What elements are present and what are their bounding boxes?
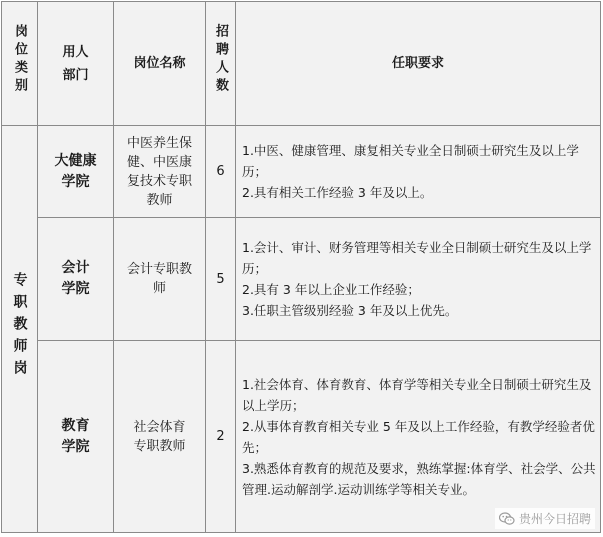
header-requirements — [236, 2, 601, 126]
department-line: 学院 — [61, 438, 90, 455]
count-value: 2 — [216, 429, 225, 444]
requirement-item: 1.会计、审计、财务管理等相关专业全日制硕士研究生及以上学历； — [242, 240, 592, 276]
table-row — [2, 126, 601, 218]
position-cell — [114, 218, 206, 341]
requirements-cell — [236, 218, 601, 341]
count-cell — [206, 341, 236, 533]
department-cell — [38, 341, 114, 533]
department-line: 会计 — [61, 260, 90, 276]
position-line: 专职教师 — [133, 438, 186, 454]
department-line: 学院 — [61, 173, 90, 190]
table-row — [2, 218, 601, 341]
position-cell — [114, 126, 206, 218]
department-line: 大健康 — [54, 152, 97, 169]
category-cell — [2, 126, 38, 533]
requirements-cell — [236, 126, 601, 218]
wechat-icon — [499, 512, 515, 526]
table-row — [2, 341, 601, 533]
requirement-item: 3.熟悉体育教育的规范及要求，熟练掌握:体育学、社会学、公共管理.运动解剖学.运动训练学等相关专业。 — [242, 460, 596, 497]
department-cell — [38, 218, 114, 341]
header-requirements-label: 任职要求 — [391, 56, 444, 71]
header-department-line-1: 用人 — [62, 44, 89, 60]
header-count — [206, 2, 236, 126]
category-value: 专职教师岗 — [11, 272, 28, 382]
header-count-label: 招聘人数 — [213, 23, 228, 96]
header-department — [38, 2, 114, 126]
requirement-item: 2.从事体育教育相关专业 5 年及以上工作经验，有教学经验者优先； — [242, 418, 595, 455]
header-category — [2, 2, 38, 126]
count-value: 5 — [216, 271, 225, 287]
count-value: 6 — [216, 164, 225, 179]
position-cell — [114, 341, 206, 533]
position-line: 中医养生保 — [126, 135, 192, 151]
position-line: 社会体育 — [133, 419, 186, 435]
position-line: 教师 — [146, 192, 173, 208]
department-line: 教育 — [61, 417, 90, 434]
header-department-line-2: 部门 — [62, 67, 89, 83]
header-position-label: 岗位名称 — [133, 56, 186, 71]
requirement-item: 1.中医、健康管理、康复相关专业全日制硕士研究生及以上学历； — [242, 143, 579, 179]
position-line: 师 — [152, 281, 166, 296]
header-category-label: 岗位类别 — [12, 23, 27, 96]
count-cell — [206, 218, 236, 341]
requirement-item: 2.具有 3 年以上企业工作经验； — [242, 282, 420, 297]
requirement-item: 3.任职主管级别经验 3 年及以上优先。 — [242, 303, 458, 318]
position-line: 健、中医康 — [126, 154, 192, 170]
recruitment-table — [1, 1, 601, 533]
watermark — [495, 508, 595, 529]
position-line: 复技术专职 — [126, 173, 192, 189]
requirement-item: 1.社会体育、体育教育、体育学等相关专业全日制硕士研究生及以上学历； — [242, 376, 592, 413]
requirement-item: 2.具有相关工作经验 3 年及以上。 — [242, 185, 433, 200]
requirements-cell — [236, 341, 601, 533]
department-cell — [38, 126, 114, 218]
header-position — [114, 2, 206, 126]
department-line: 学院 — [61, 281, 90, 297]
position-line: 会计专职教 — [126, 262, 192, 277]
count-cell — [206, 126, 236, 218]
header-row — [2, 2, 601, 126]
watermark-text: 贵州今日招聘 — [518, 512, 591, 526]
